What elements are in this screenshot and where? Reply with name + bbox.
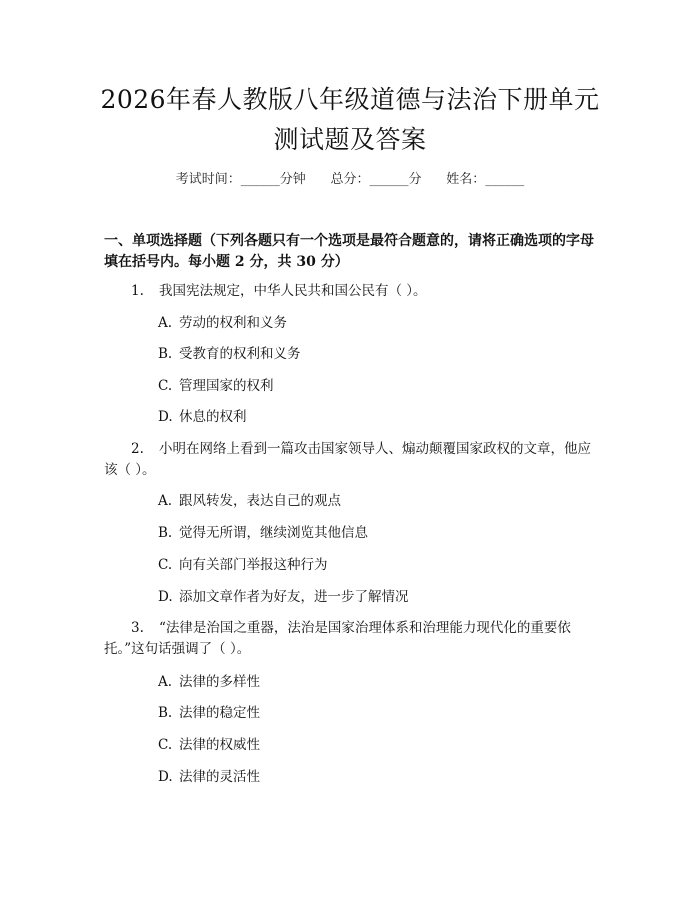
option-letter: B. — [158, 525, 173, 541]
question-text: “法律是治国之重器，法治是国家治理体系和治理能力现代化的重要依 — [159, 620, 571, 636]
question-2-option-d — [158, 587, 409, 607]
option-text: 觉得无所谓，继续浏览其他信息 — [179, 525, 368, 541]
question-3 — [131, 618, 571, 639]
question-text: 小明在网络上看到一篇攻击国家领导人、煽动颠覆国家政权的文章，他应 — [159, 441, 591, 457]
question-3-continuation: 托。”这句话强调了（ ）。 — [104, 641, 251, 657]
section-heading-line2: 填在括号内。每小题 2 分，共 30 分） — [104, 254, 349, 270]
question-1-option-b — [158, 344, 301, 364]
option-text: 管理国家的权利 — [179, 378, 274, 394]
option-text: 法律的灵活性 — [179, 769, 260, 785]
option-text: 法律的权威性 — [179, 737, 260, 753]
question-3-option-c — [158, 735, 260, 755]
question-1-option-a — [158, 313, 287, 333]
option-letter: A. — [158, 674, 173, 690]
question-number: 1. — [131, 283, 144, 299]
option-text: 休息的权利 — [179, 409, 247, 425]
option-text: 法律的多样性 — [179, 674, 260, 690]
option-text: 法律的稳定性 — [179, 705, 260, 721]
exam-info: 考试时间：______分钟 总分：______分 姓名：______ — [175, 172, 525, 187]
option-text: 跟风转发，表达自己的观点 — [179, 493, 341, 509]
option-letter: D. — [158, 589, 173, 605]
option-letter: C. — [158, 378, 173, 394]
option-letter: B. — [158, 346, 173, 362]
question-2-option-b — [158, 523, 368, 543]
question-1-option-c — [158, 376, 274, 396]
question-2-continuation: 该（ ）。 — [104, 462, 156, 478]
question-number: 2. — [131, 441, 144, 457]
question-text: 我国宪法规定，中华人民共和国公民有（ ）。 — [159, 283, 427, 299]
question-1-option-d — [158, 407, 247, 427]
question-1 — [131, 281, 427, 302]
option-text: 向有关部门举报这种行为 — [179, 557, 328, 573]
option-letter: C. — [158, 737, 173, 753]
option-letter: A. — [158, 493, 173, 509]
option-text: 添加文章作者为好友，进一步了解情况 — [179, 589, 409, 605]
question-2-option-c — [158, 555, 328, 575]
question-number: 3. — [131, 620, 144, 636]
document-title-line2: 测试题及答案 — [273, 125, 427, 154]
option-letter: C. — [158, 557, 173, 573]
option-text: 受教育的权利和义务 — [179, 346, 301, 362]
option-text: 劳动的权利和义务 — [179, 315, 287, 331]
question-3-option-d — [158, 767, 260, 787]
question-2-option-a — [158, 491, 341, 511]
question-3-option-b — [158, 703, 260, 723]
question-3-option-a — [158, 672, 260, 692]
option-letter: D. — [158, 409, 173, 425]
option-letter: A. — [158, 315, 173, 331]
option-letter: D. — [158, 769, 173, 785]
section-heading-line1: 一、单项选择题（下列各题只有一个选项是最符合题意的，请将正确选项的字母 — [104, 233, 594, 249]
option-letter: B. — [158, 705, 173, 721]
question-2 — [131, 439, 591, 460]
document-title-line1: 2026年春人教版八年级道德与法治下册单元 — [100, 85, 600, 114]
